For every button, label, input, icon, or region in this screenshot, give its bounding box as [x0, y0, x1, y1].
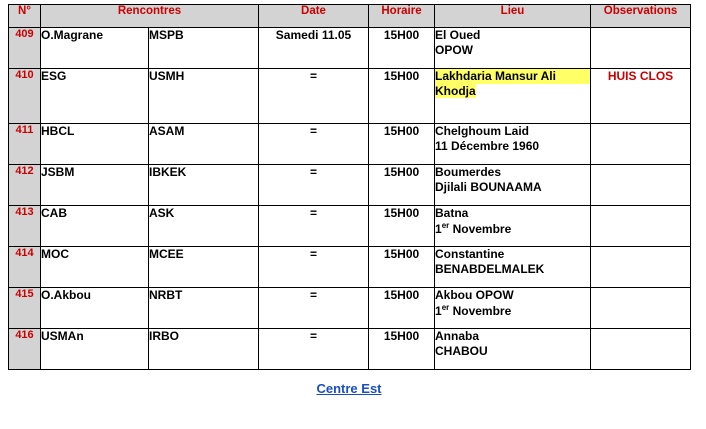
cell-date: =: [259, 329, 369, 370]
cell-observations: [591, 329, 691, 370]
cell-home-team: JSBM: [41, 165, 149, 206]
column-header-no: N°: [9, 5, 41, 28]
venue-stadium: 11 Décembre 1960: [435, 139, 540, 153]
cell-away-team: NRBT: [149, 288, 259, 329]
table-row: [9, 329, 691, 370]
cell-date: =: [259, 124, 369, 165]
column-header-lieu: Lieu: [435, 5, 591, 28]
cell-time: 15H00: [369, 165, 435, 206]
table-row: [9, 165, 691, 206]
cell-home-team: HBCL: [41, 124, 149, 165]
cell-observations: [591, 206, 691, 247]
cell-match-number: 410: [9, 69, 41, 124]
venue-stadium: OPOW: [435, 43, 473, 57]
venue-city: Constantine: [435, 247, 505, 261]
cell-date: =: [259, 206, 369, 247]
cell-venue: [435, 69, 591, 124]
table-row: [9, 124, 691, 165]
cell-date: Samedi 11.05: [259, 28, 369, 69]
venue-city: Boumerdes: [435, 165, 502, 179]
venue-stadium: Khodja: [435, 84, 476, 98]
cell-match-number: 415: [9, 288, 41, 329]
venue-stadium: CHABOU: [435, 344, 488, 358]
table-row: [9, 28, 691, 69]
cell-home-team: O.Magrane: [41, 28, 149, 69]
column-header-rencontres: Rencontres: [41, 5, 259, 28]
cell-time: 15H00: [369, 206, 435, 247]
centre-est-link[interactable]: Centre Est: [316, 381, 382, 396]
cell-time: 15H00: [369, 28, 435, 69]
cell-away-team: ASAM: [149, 124, 259, 165]
venue-stadium: BENABDELMALEK: [435, 262, 545, 276]
cell-away-team: IRBO: [149, 329, 259, 370]
cell-observations: HUIS CLOS: [591, 69, 691, 124]
cell-venue: [435, 124, 591, 165]
table-row: [9, 288, 691, 329]
table-body: [9, 28, 691, 370]
table-row: [9, 69, 691, 124]
cell-away-team: MCEE: [149, 247, 259, 288]
column-header-observations: Observations: [591, 5, 691, 28]
cell-home-team: MOC: [41, 247, 149, 288]
venue-city: Akbou OPOW: [435, 288, 514, 302]
venue-city: Lakhdaria Mansur Ali: [435, 69, 590, 84]
column-header-horaire: Horaire: [369, 5, 435, 28]
cell-match-number: 413: [9, 206, 41, 247]
cell-away-team: MSPB: [149, 28, 259, 69]
cell-time: 15H00: [369, 69, 435, 124]
venue-city: El Oued: [435, 28, 481, 42]
cell-observations: [591, 124, 691, 165]
cell-observations: [591, 288, 691, 329]
footer: [8, 380, 690, 398]
cell-away-team: IBKEK: [149, 165, 259, 206]
venue-stadium: Djilali BOUNAAMA: [435, 180, 542, 194]
cell-away-team: USMH: [149, 69, 259, 124]
cell-venue: [435, 288, 591, 329]
venue-stadium: 1er Novembre: [435, 221, 512, 236]
venue-city: Chelghoum Laid: [435, 124, 529, 138]
cell-date: =: [259, 69, 369, 124]
cell-home-team: ESG: [41, 69, 149, 124]
header-row: [9, 5, 691, 28]
venue-city: Annaba: [435, 329, 480, 343]
cell-venue: [435, 165, 591, 206]
cell-observations: [591, 247, 691, 288]
cell-match-number: 409: [9, 28, 41, 69]
cell-time: 15H00: [369, 288, 435, 329]
cell-venue: [435, 206, 591, 247]
cell-venue: [435, 329, 591, 370]
cell-date: =: [259, 288, 369, 329]
column-header-date: Date: [259, 5, 369, 28]
cell-match-number: 414: [9, 247, 41, 288]
venue-city: Batna: [435, 206, 469, 220]
cell-date: =: [259, 165, 369, 206]
cell-away-team: ASK: [149, 206, 259, 247]
cell-observations: [591, 28, 691, 69]
table-row: [9, 247, 691, 288]
fixtures-table: [8, 4, 691, 370]
cell-time: 15H00: [369, 124, 435, 165]
cell-home-team: CAB: [41, 206, 149, 247]
table-header: [9, 5, 691, 28]
cell-venue: [435, 247, 591, 288]
cell-home-team: USMAn: [41, 329, 149, 370]
cell-match-number: 411: [9, 124, 41, 165]
cell-match-number: 412: [9, 165, 41, 206]
cell-date: =: [259, 247, 369, 288]
cell-match-number: 416: [9, 329, 41, 370]
table-row: [9, 206, 691, 247]
cell-time: 15H00: [369, 329, 435, 370]
cell-venue: [435, 28, 591, 69]
venue-stadium: 1er Novembre: [435, 303, 512, 318]
cell-time: 15H00: [369, 247, 435, 288]
cell-home-team: O.Akbou: [41, 288, 149, 329]
cell-observations: [591, 165, 691, 206]
